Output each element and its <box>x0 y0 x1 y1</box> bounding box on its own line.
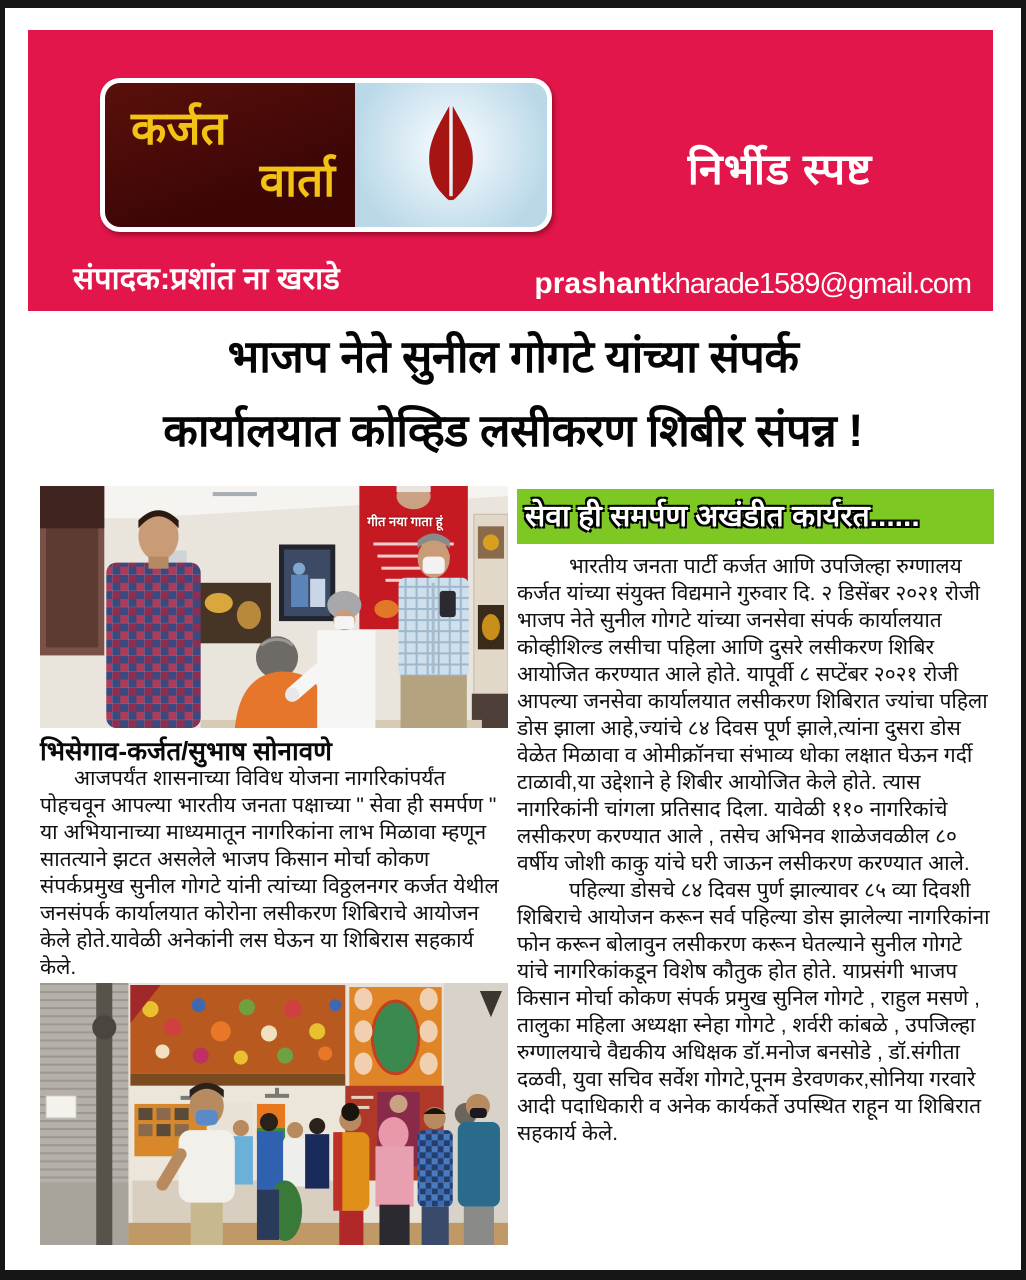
masthead-banner <box>28 30 993 311</box>
wall-poster-text: गीत नया गाता हूं <box>367 514 443 529</box>
vaccination-room-photo <box>40 486 508 728</box>
editor-line: संपादक:प्रशांत ना खराडे <box>73 261 340 296</box>
namaste-hands-icon <box>408 96 494 214</box>
section-banner: सेवा ही समर्पण अखंडीत कार्यरत...... <box>517 489 994 544</box>
masthead-tagline: निर्भीड स्पष्ट <box>687 146 873 194</box>
headline-line1: भाजप नेते सुनील गोगटे यांच्या संपर्क <box>227 331 799 382</box>
newspaper-logo <box>100 78 552 232</box>
queue-illustration <box>40 983 508 1245</box>
headline-line2: कार्यालयात कोव्हिड लसीकरण शिबीर संपन्न ! <box>163 405 863 456</box>
logo-title-line2: वार्ता <box>259 154 336 206</box>
logo-emblem-panel <box>355 83 547 227</box>
article-headline <box>5 320 1021 468</box>
queue-outside-office-photo <box>40 983 508 1245</box>
byline: भिसेगाव-कर्जत/सुभाष सोनावणे <box>40 736 332 766</box>
contact-email-bold: prashant <box>534 267 662 300</box>
left-paragraph: आजपर्यंत शासनाच्या विविध योजना नागरिकांपर्यंत पोहचवून आपल्या भारतीय जनता पक्षाच्या " सेवा ही समर्पण " या अभियानाच्या माध्यमातून नागरिकांना लाभ मिळावा म्हणून सातत्याने झटत असलेले भाजप किसान मोर्चा कोकण संपर्कप्रमुख सुनील गोगटे यांनी त्यांच्या विठ्ठलनगर कर्जत येथील जनसंपर्क कार्यालयात कोरोना लसीकरण शिबिराचे आयोजन केले होते.यावेळी अनेकांनी लस घेऊन या शिबिरास सहकार्य केले. <box>40 767 499 979</box>
left-column-body <box>40 765 512 981</box>
logo-title-line1: कर्जत <box>131 102 227 155</box>
right-paragraph-1: भारतीय जनता पार्टी कर्जत आणि उपजिल्हा रुग्णालय कर्जत यांच्या संयुक्त विद्यमाने गुरुवार दि. २ डिसेंबर २०२१ रोजी भाजप नेते सुनील गोगटे यांच्या जनसेवा संपर्क कार्यालयात कोव्हीशिल्ड लसीचा पहिला आणि दुसरे लसीकरण शिबिर आयोजित करण्यात आले होते. यापूर्वी ८ सप्टेंबर २०२१ रोजी आपल्या जनसेवा कार्यालयात लसीकरण शिबिरात ज्यांचा पहिला डोस झाला आहे,ज्यांचे ८४ दिवस पूर्ण झाले,त्यांना दुसरा डोस वेळेत मिळावा व ओमीक्रॉनचा संभाव्य धोका लक्षात घेऊन गर्दी टाळावी,या उद्देशाने हे शिबीर आयोजित केले होते. त्यास नागरिकांनी चांगला प्रतिसाद दिला. यावेळी ११० नागरिकांचे लसीकरण करण्यात आले , तसेच अभिनव शाळेजवळील ८० वर्षीय जोशी काकु यांचे घरी जाऊन लसीकरण करण्यात आले. <box>517 555 988 875</box>
contact-email <box>534 267 971 301</box>
right-paragraph-2: पहिल्या डोसचे ८४ दिवस पुर्ण झाल्यावर ८५ व्या दिवशी शिबिराचे आयोजन करून सर्व पहिल्या डोस झालेल्या नागरिकांना फोन करून बोलावुन लसीकरण करून घेतल्याने सुनील गोगटे यांचे नागरिकांकडून विशेष कौतुक होत होते. याप्रसंगी भाजप किसान मोर्चा कोकण संपर्क प्रमुख सुनिल गोगटे , राहुल मसणे , तालुका महिला अध्यक्षा स्नेहा गोगटे , शर्वरी कांबळे , उपजिल्हा रुग्णालयाचे वैद्यकीय अधिक्षक डॉ.मनोज बनसोडे , डॉ.संगीता दळवी, युवा सचिव सर्वेश गोगटे,पूनम डेरवणकर,सोनिया गरवारे आदी पदाधिकारी व अनेक कार्यकर्ते उपस्थित राहून या शिबिरात सहकार्य केले. <box>517 879 990 1145</box>
logo-title <box>105 83 355 227</box>
right-column-body <box>517 553 997 1147</box>
contact-email-rest: kharade1589@gmail.com <box>661 268 971 300</box>
newspaper-page <box>5 8 1021 1270</box>
